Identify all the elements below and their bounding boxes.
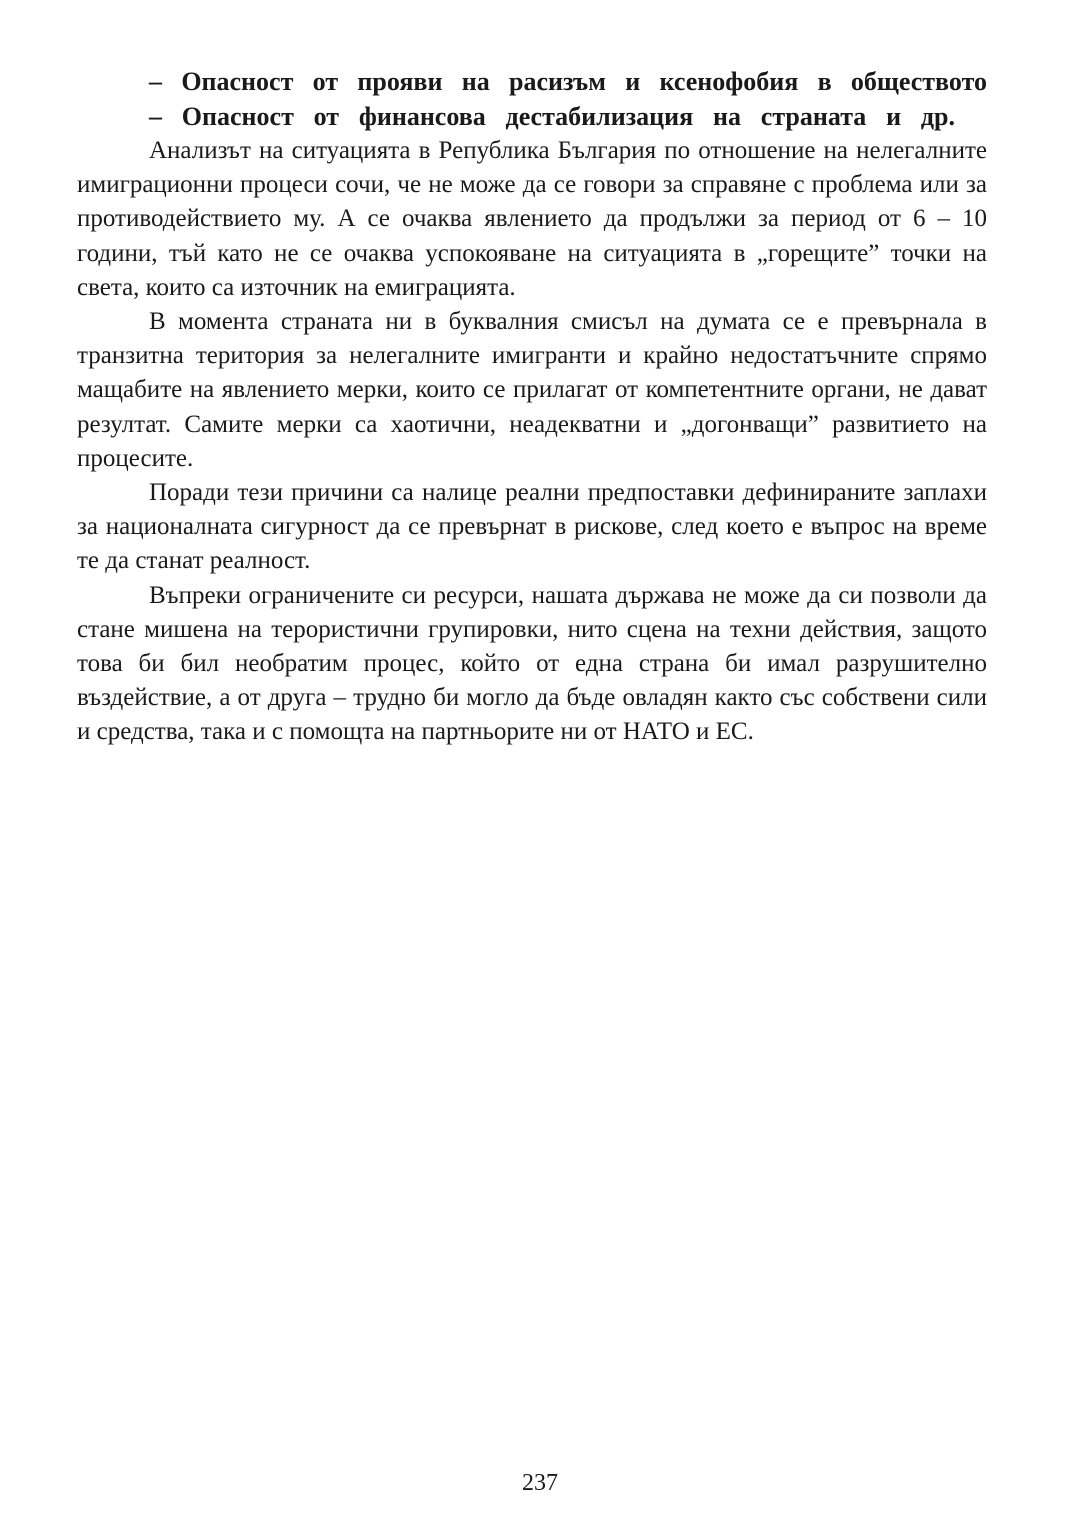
paragraph-limited-resources: Въпреки ограничените си ресурси, нашата държава не може да си позволи да стане мишена на терористични групировки, нито сцена на техни действия, защото това би бил необратим процес, който от една страна би имал разрушително въздействие, а от друга – трудно би могло да бъде овладян както със собствени сили и средства, така и с помощта на партньорите ни от НАТО и ЕС.: [77, 581, 987, 746]
paragraph-analysis: Анализът на ситуацията в Република България по отношение на нелегалните имиграционни процеси сочи, че не може да се говори за справяне с проблема или за противодействието му. А се очаква явлението да продължи за период от 6 – 10 години, тъй като не се очаква успокояване на ситуацията в „горещите” точки на света, които са източник на емиграцията.: [77, 137, 987, 301]
paragraph-transit-territory: В момента страната ни в буквалния смисъл на думата се е превърнала в транзитна територия за нелегалните имигранти и крайно недостатъчните спрямо мащабите на явлението мерки, които се прилагат от компетентните органи, не дават резултат. Самите мерки са хаотични, неадекватни и „догонващи” развитието на процесите.: [77, 308, 987, 472]
bullet-racism-risk: – Опасност от прояви на расизъм и ксенофобия в обществото: [149, 67, 987, 96]
bullet-financial-risk: – Опасност от финансова дестабилизация на страната и др.: [149, 102, 955, 131]
page-body: [77, 64, 987, 750]
paragraph-risk-preconditions: Поради тези причини са налице реални предпоставки дефинираните заплахи за националната сигурност да се превърнат в рискове, след което е въпрос на време те да станат реалност.: [77, 479, 987, 575]
page-number: 237: [522, 1470, 558, 1496]
